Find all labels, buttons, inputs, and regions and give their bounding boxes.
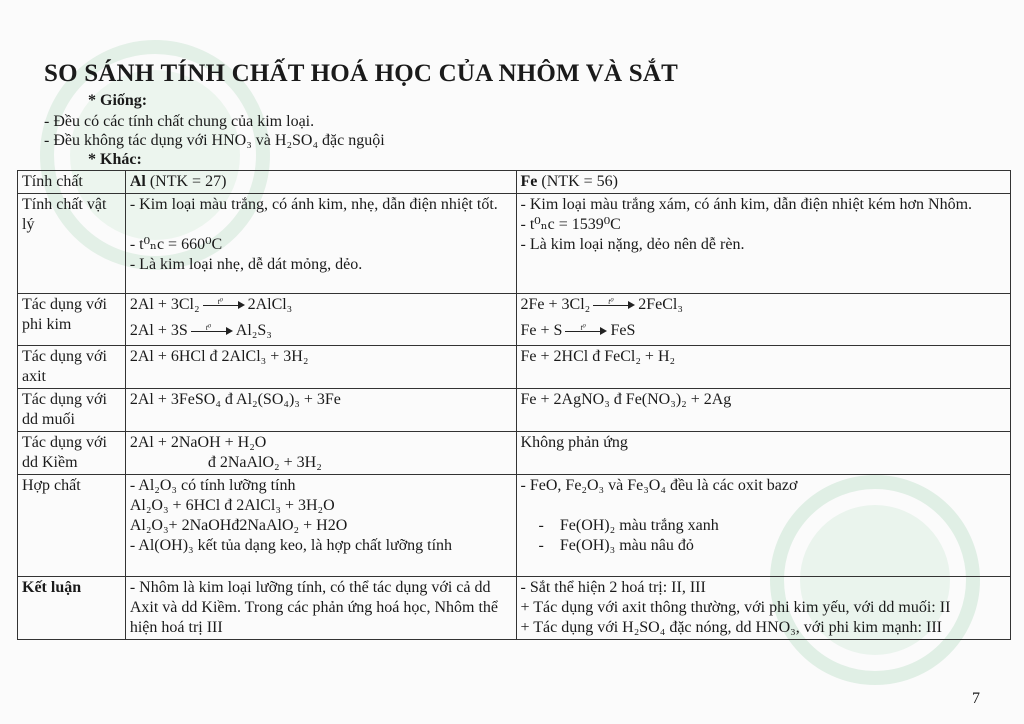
fe-spacer [521, 496, 1006, 516]
al-cell: 2Al + 3FeSO₄ đ Al₂(SO₄)₃ + 3Fe [125, 389, 516, 432]
fe-cell [516, 577, 1010, 640]
header-fe [516, 171, 1010, 194]
al-cell [125, 294, 516, 346]
row-label: Hợp chất [18, 475, 126, 577]
fe-line: - Fe(OH)₃ màu nâu đỏ [538, 537, 694, 554]
header-al-ntk: (NTK = 27) [145, 173, 227, 190]
heat-arrow-icon: t⁰ [593, 300, 635, 310]
al-cell [125, 194, 516, 294]
fe-line: + Tác dụng với H₂SO₄ đặc nóng, dd HNO₃, với phi kim mạnh: III [520, 619, 942, 636]
al-cell: - Nhôm là kim loại lưỡng tính, có thể tác dụng với cả dd Axit và dd Kiềm. Trong các phản ứng hoá học, Nhôm thể hiện hoá trị III [125, 577, 516, 640]
fe-line: - Kim loại màu trắng xám, có ánh kim, dẫn điện nhiệt kém hơn Nhôm. [520, 196, 973, 213]
table-row [18, 294, 1011, 346]
fe-cell [516, 194, 1010, 294]
al-cell [125, 475, 516, 577]
fe-cell: Fe + 2HCl đ FeCl₂ + H₂ [516, 346, 1010, 389]
al-line: - Al₂O₃ có tính lưỡng tính [129, 477, 296, 494]
al-line: - Là kim loại nhẹ, dễ dát mỏng, dẻo. [129, 256, 363, 273]
al-line: Al₂O₃+ 2NaOHđ2NaAlO₂ + H2O [129, 517, 348, 534]
al-equation: 2Al + 3S t⁰ Al₂S₃ [129, 322, 272, 339]
fe-line: - Là kim loại nặng, dẻo nên dễ rèn. [520, 236, 745, 253]
row-label: Tác dụng với dd muối [18, 389, 126, 432]
similar-heading: * Giống: [88, 92, 148, 109]
header-fe-symbol: Fe [520, 173, 538, 190]
heat-arrow-icon: t⁰ [191, 326, 233, 336]
fe-equation: 2Fe + 3Cl₂ t⁰ 2FeCl₃ [520, 296, 683, 313]
al-cell [125, 432, 516, 475]
al-line: - t⁰ₙc = 660⁰C [129, 236, 223, 253]
page-number: 7 [972, 690, 980, 707]
row-label: Tác dụng với dd Kiềm [18, 432, 126, 475]
table-row [18, 389, 1011, 432]
fe-line: - t⁰ₙc = 1539⁰C [520, 216, 621, 233]
al-line: 2Al + 2NaOH + H₂O [129, 434, 267, 451]
table-row [18, 432, 1011, 475]
al-line: - Al(OH)₃ kết tủa dạng keo, là hợp chất lưỡng tính [129, 537, 453, 554]
fe-cell [516, 294, 1010, 346]
heat-arrow-icon: t⁰ [565, 326, 607, 336]
fe-line: + Tác dụng với axit thông thường, với phi kim yếu, với dd muối: II [520, 599, 951, 616]
page-title: SO SÁNH TÍNH CHẤT HOÁ HỌC CỦA NHÔM VÀ SẮT [44, 60, 678, 87]
row-label: Tính chất vật lý [18, 194, 126, 294]
al-line: đ 2NaAlO₂ + 3H₂ [207, 454, 322, 471]
heat-arrow-icon: t⁰ [203, 300, 245, 310]
header-al-symbol: Al [129, 173, 146, 190]
al-spacer [130, 215, 512, 235]
table-row [18, 577, 1011, 640]
table-row [18, 194, 1011, 294]
fe-line: - Fe(OH)₂ màu trắng xanh [538, 517, 719, 534]
fe-line: - FeO, Fe₂O₃ và Fe₃O₄ đều là các oxit bazơ [520, 477, 798, 494]
comparison-table [17, 170, 1011, 640]
different-heading: * Khác: [88, 151, 142, 168]
al-line: - Kim loại màu trắng, có ánh kim, nhẹ, dẫn điện nhiệt tốt. [129, 196, 498, 213]
fe-equation: Fe + S t⁰ FeS [520, 322, 636, 339]
header-property: Tính chất [18, 171, 126, 194]
similar-point: - Đều không tác dụng với HNO₃ và H₂SO₄ đặc nguội [44, 132, 385, 149]
fe-cell: Fe + 2AgNO₃ đ Fe(NO₃)₂ + 2Ag [516, 389, 1010, 432]
header-fe-ntk: (NTK = 56) [537, 173, 618, 190]
al-line: Al₂O₃ + 6HCl đ 2AlCl₃ + 3H₂O [129, 497, 335, 514]
table-row [18, 475, 1011, 577]
row-label: Tác dụng với phi kim [18, 294, 126, 346]
fe-cell: Không phản ứng [516, 432, 1010, 475]
table-row [18, 346, 1011, 389]
header-al [125, 171, 516, 194]
row-label: Tác dụng với axit [18, 346, 126, 389]
fe-line: - Sắt thể hiện 2 hoá trị: II, III [520, 579, 706, 596]
al-cell: 2Al + 6HCl đ 2AlCl₃ + 3H₂ [125, 346, 516, 389]
similar-point: - Đều có các tính chất chung của kim loại. [44, 113, 315, 130]
table-header-row [18, 171, 1011, 194]
row-label: Kết luận [18, 577, 126, 640]
al-equation: 2Al + 3Cl₂ t⁰ 2AlCl₃ [129, 296, 293, 313]
fe-cell [516, 475, 1010, 577]
